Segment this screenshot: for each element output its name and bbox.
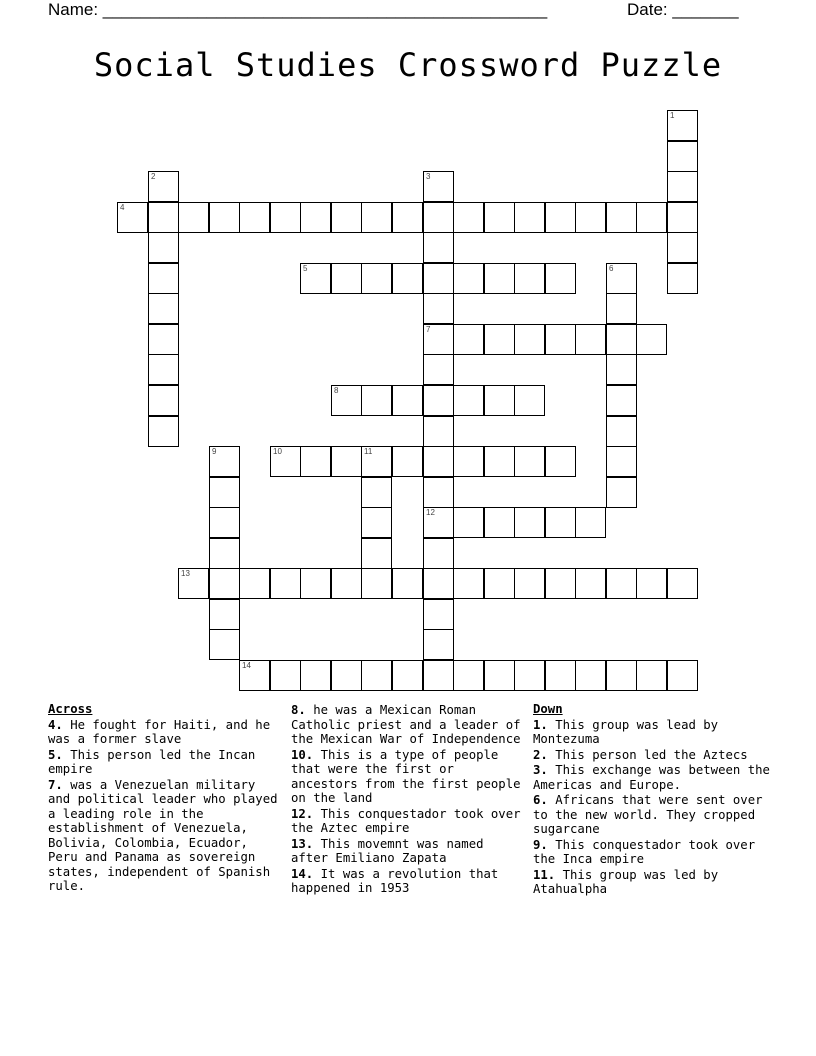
grid-cell[interactable]: [392, 202, 423, 233]
clue-number-label: 7: [426, 325, 431, 334]
grid-cell[interactable]: [575, 507, 606, 538]
clue-number-label: 3: [426, 172, 431, 181]
grid-cell[interactable]: [484, 446, 515, 477]
grid-cell[interactable]: [392, 446, 423, 477]
grid-cell[interactable]: [239, 660, 270, 691]
grid-cell[interactable]: [209, 599, 240, 630]
grid-cell[interactable]: [148, 171, 179, 202]
grid-cell[interactable]: [423, 293, 454, 324]
clue-number-label: 4: [120, 203, 125, 212]
grid-cell[interactable]: [361, 446, 392, 477]
grid-cell[interactable]: [484, 385, 515, 416]
grid-cell[interactable]: [361, 385, 392, 416]
grid-cell[interactable]: [361, 263, 392, 294]
grid-cell[interactable]: [636, 202, 667, 233]
grid-cell[interactable]: [423, 507, 454, 538]
grid-cell[interactable]: [514, 507, 545, 538]
grid-cell[interactable]: [423, 568, 454, 599]
grid-cell[interactable]: [484, 202, 515, 233]
grid-cell[interactable]: [453, 324, 484, 355]
grid-cell[interactable]: [575, 324, 606, 355]
clue-number-label: 5: [303, 264, 308, 273]
grid-cell[interactable]: [423, 416, 454, 447]
grid-cell[interactable]: [484, 263, 515, 294]
clue-across-13: 13. This movemnt was named after Emiliano Zapata: [291, 836, 484, 865]
grid-cell[interactable]: [239, 568, 270, 599]
grid-cell[interactable]: [423, 263, 454, 294]
clue-number-label: 11: [364, 447, 373, 456]
grid-cell[interactable]: [331, 385, 362, 416]
grid-cell[interactable]: [423, 202, 454, 233]
grid-cell[interactable]: [148, 416, 179, 447]
grid-cell[interactable]: [636, 660, 667, 691]
grid-cell[interactable]: [148, 202, 179, 233]
grid-cell[interactable]: [392, 385, 423, 416]
grid-cell[interactable]: [484, 568, 515, 599]
clue-number-label: 8: [334, 386, 339, 395]
grid-cell[interactable]: [667, 141, 698, 172]
grid-cell[interactable]: [331, 660, 362, 691]
grid-cell[interactable]: [667, 568, 698, 599]
grid-cell[interactable]: [514, 568, 545, 599]
grid-cell[interactable]: [148, 385, 179, 416]
grid-cell[interactable]: [209, 538, 240, 569]
grid-cell[interactable]: [545, 324, 576, 355]
clue-down-9: 9. This conquestador took over the Inca empire: [533, 837, 756, 866]
grid-cell[interactable]: [423, 385, 454, 416]
grid-cell[interactable]: [270, 660, 301, 691]
clue-down-3: 3. This exchange was between the Americas and Europe.: [533, 763, 770, 792]
grid-cell[interactable]: [331, 263, 362, 294]
grid-cell[interactable]: [117, 202, 148, 233]
across-clues-column-2: [291, 702, 526, 896]
grid-cell[interactable]: [545, 660, 576, 691]
grid-cell[interactable]: [361, 660, 392, 691]
grid-cell[interactable]: [361, 477, 392, 508]
grid-cell[interactable]: [514, 660, 545, 691]
grid-cell[interactable]: [545, 568, 576, 599]
grid-cell[interactable]: [423, 446, 454, 477]
grid-cell[interactable]: [209, 629, 240, 660]
grid-cell[interactable]: [667, 110, 698, 141]
grid-cell[interactable]: [178, 568, 209, 599]
grid-cell[interactable]: [453, 507, 484, 538]
grid-cell[interactable]: [148, 293, 179, 324]
grid-cell[interactable]: [423, 599, 454, 630]
grid-cell[interactable]: [361, 507, 392, 538]
grid-cell[interactable]: [606, 385, 637, 416]
grid-cell[interactable]: [514, 263, 545, 294]
clue-down-2: 2. This person led the Aztecs: [533, 747, 748, 762]
grid-cell[interactable]: [545, 507, 576, 538]
grid-cell[interactable]: [300, 568, 331, 599]
grid-cell[interactable]: [606, 660, 637, 691]
clue-number-label: 2: [151, 172, 156, 181]
grid-cell[interactable]: [667, 171, 698, 202]
grid-cell[interactable]: [667, 660, 698, 691]
grid-cell[interactable]: [361, 568, 392, 599]
clue-number-label: 9: [212, 447, 217, 456]
grid-cell[interactable]: [606, 416, 637, 447]
grid-cell[interactable]: [423, 538, 454, 569]
grid-cell[interactable]: [484, 660, 515, 691]
grid-cell[interactable]: [514, 446, 545, 477]
grid-cell[interactable]: [484, 507, 515, 538]
grid-cell[interactable]: [545, 263, 576, 294]
grid-cell[interactable]: [667, 263, 698, 294]
grid-cell[interactable]: [423, 171, 454, 202]
grid-cell[interactable]: [545, 446, 576, 477]
clue-number-label: 12: [426, 508, 435, 517]
clue-number-label: 1: [670, 111, 675, 120]
grid-cell[interactable]: [361, 538, 392, 569]
grid-cell[interactable]: [453, 263, 484, 294]
grid-cell[interactable]: [606, 477, 637, 508]
grid-cell[interactable]: [392, 660, 423, 691]
grid-cell[interactable]: [300, 202, 331, 233]
grid-cell[interactable]: [300, 446, 331, 477]
clue-number-label: 14: [242, 661, 251, 670]
clue-across-14: 14. It was a revolution that happened in 1953: [291, 866, 499, 895]
grid-cell[interactable]: [148, 232, 179, 263]
grid-cell[interactable]: [331, 568, 362, 599]
grid-cell[interactable]: [148, 354, 179, 385]
clue-number-label: 13: [181, 569, 190, 578]
clue-across-10: 10. This is a type of people that were the first or ancestors from the first people on the land: [291, 747, 521, 805]
page-title: Social Studies Crossword Puzzle: [93, 46, 723, 84]
grid-cell[interactable]: [209, 446, 240, 477]
grid-cell[interactable]: [239, 202, 270, 233]
clue-number-label: 6: [609, 264, 614, 273]
grid-cell[interactable]: [575, 660, 606, 691]
clue-across-8: 8. he was a Mexican Roman Catholic priest and a leader of the Mexican War of Independence: [291, 703, 521, 746]
grid-cell[interactable]: [606, 568, 637, 599]
grid-cell[interactable]: [361, 202, 392, 233]
grid-cell[interactable]: [514, 202, 545, 233]
across-clues-column-1: [48, 702, 283, 894]
grid-cell[interactable]: [209, 507, 240, 538]
clue-across-12: 12. This conquestador took over the Aztec empire: [291, 806, 521, 835]
date-field-line: Date: _______: [627, 0, 739, 19]
grid-cell[interactable]: [209, 568, 240, 599]
clue-down-11: 11. This group was led by Atahualpha: [533, 867, 719, 896]
clue-number-label: 10: [273, 447, 282, 456]
grid-cell[interactable]: [606, 202, 637, 233]
grid-cell[interactable]: [300, 660, 331, 691]
grid-cell[interactable]: [606, 446, 637, 477]
grid-cell[interactable]: [453, 202, 484, 233]
grid-cell[interactable]: [514, 324, 545, 355]
grid-cell[interactable]: [606, 293, 637, 324]
grid-cell[interactable]: [636, 324, 667, 355]
grid-cell[interactable]: [331, 202, 362, 233]
grid-cell[interactable]: [667, 232, 698, 263]
grid-cell[interactable]: [606, 324, 637, 355]
clue-down-1: 1. This group was lead by Montezuma: [533, 717, 719, 746]
grid-cell[interactable]: [209, 477, 240, 508]
down-heading: Down: [533, 702, 563, 716]
grid-cell[interactable]: [300, 263, 331, 294]
grid-cell[interactable]: [148, 324, 179, 355]
grid-cell[interactable]: [575, 202, 606, 233]
grid-cell[interactable]: [392, 568, 423, 599]
grid-cell[interactable]: [423, 477, 454, 508]
grid-cell[interactable]: [331, 446, 362, 477]
grid-cell[interactable]: [209, 202, 240, 233]
grid-cell[interactable]: [606, 354, 637, 385]
grid-cell[interactable]: [423, 660, 454, 691]
name-field-line: Name: _______________________________________________: [48, 0, 548, 19]
grid-cell[interactable]: [453, 446, 484, 477]
grid-cell[interactable]: [270, 202, 301, 233]
grid-cell[interactable]: [667, 202, 698, 233]
grid-cell[interactable]: [148, 263, 179, 294]
grid-cell[interactable]: [423, 232, 454, 263]
grid-cell[interactable]: [575, 568, 606, 599]
grid-cell[interactable]: [636, 568, 667, 599]
grid-cell[interactable]: [453, 385, 484, 416]
grid-cell[interactable]: [423, 629, 454, 660]
clue-down-6: 6. Africans that were sent over to the new world. They cropped sugarcane: [533, 793, 763, 836]
grid-cell[interactable]: [423, 354, 454, 385]
clue-across-7: 7. was a Venezuelan military and political leader who played a leading role in the establishment of Venezuela, Bolivia, Colombia, Ecuador, Peru and Panama as sovereign states, independent of Spanish rule.: [48, 777, 278, 893]
down-clues-column: [533, 702, 773, 897]
clue-across-5: 5. This person led the Incan empire: [48, 747, 256, 776]
grid-cell[interactable]: [423, 324, 454, 355]
grid-cell[interactable]: [606, 263, 637, 294]
clue-across-4: 4. He fought for Haiti, and he was a former slave: [48, 717, 271, 746]
grid-cell[interactable]: [392, 263, 423, 294]
grid-cell[interactable]: [514, 385, 545, 416]
grid-cell[interactable]: [270, 446, 301, 477]
grid-cell[interactable]: [545, 202, 576, 233]
grid-cell[interactable]: [484, 324, 515, 355]
grid-cell[interactable]: [270, 568, 301, 599]
across-heading: Across: [48, 702, 93, 716]
grid-cell[interactable]: [453, 568, 484, 599]
grid-cell[interactable]: [453, 660, 484, 691]
grid-cell[interactable]: [178, 202, 209, 233]
